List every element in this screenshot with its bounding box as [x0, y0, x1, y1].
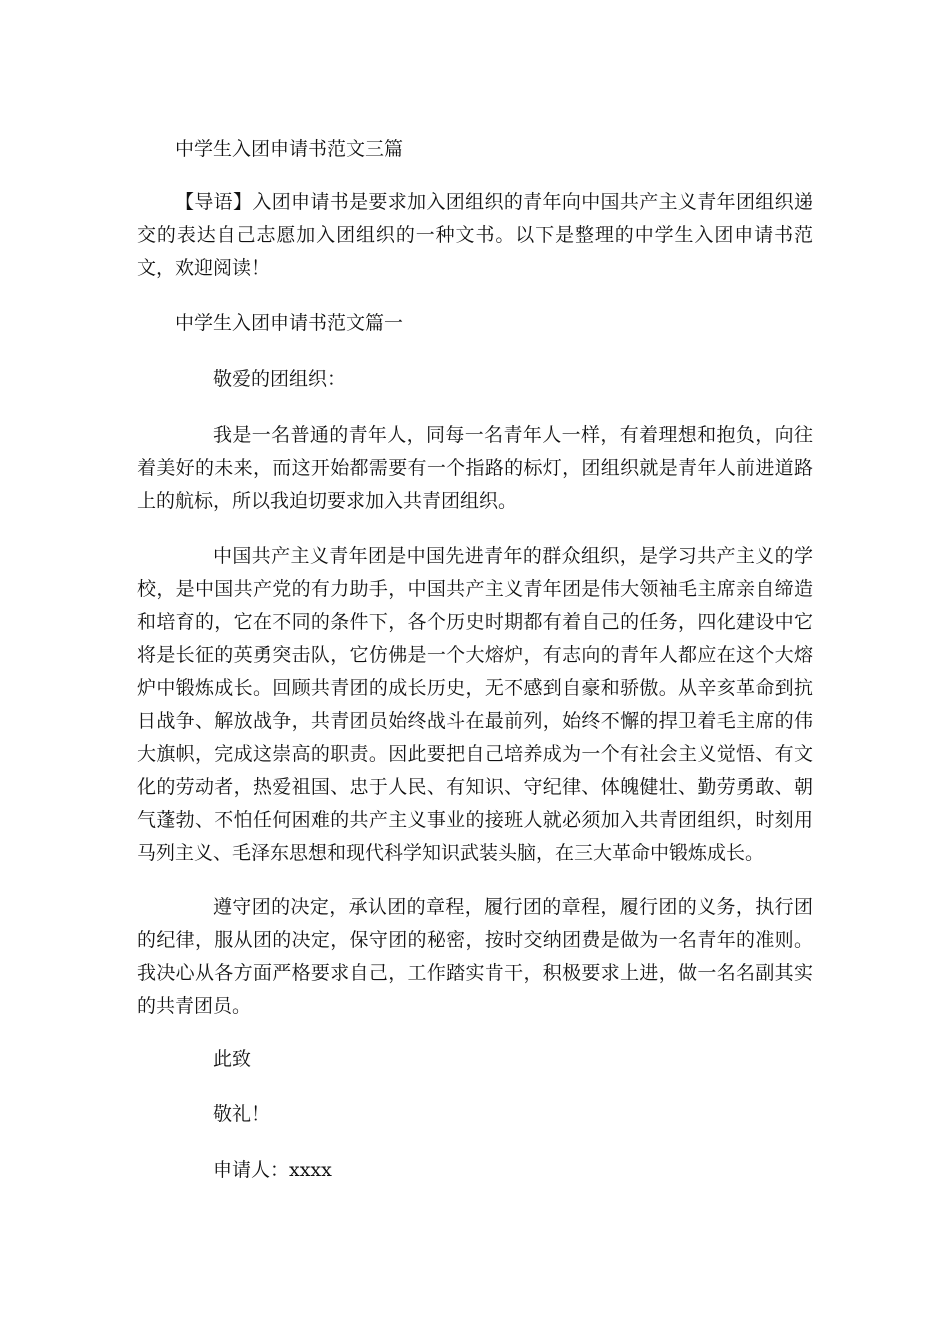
salutation: 敬爱的团组织：	[213, 368, 347, 390]
body-paragraph-3: 遵守团的决定，承认团的章程，履行团的章程，履行团的义务，执行团的纪律，服从团的决定，保守团的秘密，按时交纳团费是做为一名青年的准则。我决心从各方面严格要求自己，工作踏实肯干，积极要求上进，做一名名副其实的共青团员。	[137, 896, 813, 1017]
document-title: 中学生入团申请书范文三篇	[175, 138, 404, 160]
intro-paragraph: 【导语】入团申请书是要求加入团组织的青年向中国共产主义青年团组织递交的表达自己志愿加入团组织的一种文书。以下是整理的中学生入团申请书范文，欢迎阅读！	[137, 191, 813, 279]
body-paragraph-1: 我是一名普通的青年人，同每一名青年人一样，有着理想和抱负，向往着美好的未来，而这开始都需要有一个指路的标灯，团组织就是青年人前进道路上的航标，所以我迫切要求加入共青团组织。	[137, 424, 813, 512]
closing-line-2: 敬礼！	[213, 1103, 271, 1125]
closing-line-1: 此致	[213, 1048, 252, 1070]
body-paragraph-2: 中国共产主义青年团是中国先进青年的群众组织，是学习共产主义的学校，是中国共产党的有力助手，中国共产主义青年团是伟大领袖毛主席亲自缔造和培育的，它在不同的条件下，各个历史时期都有着自己的任务，四化建设中它将是长征的英勇突击队，它仿佛是一个大熔炉，有志向的青年人都应在这个大熔炉中锻炼成长。回顾共青团的成长历史，无不感到自豪和骄傲。从辛亥革命到抗日战争、解放战争，共青团员始终战斗在最前列，始终不懈的捍卫着毛主席的伟大旗帜，完成这崇高的职责。因此要把自己培养成为一个有社会主义觉悟、有文化的劳动者，热爱祖国、忠于人民、有知识、守纪律、体魄健壮、勤劳勇敢、朝气蓬勃、不怕任何困难的共产主义事业的接班人就必须加入共青团组织，时刻用马列主义、毛泽东思想和现代科学知识武装头脑，在三大革命中锻炼成长。	[137, 545, 813, 864]
signature: 申请人：xxxx	[213, 1159, 332, 1181]
section-title: 中学生入团申请书范文篇一	[175, 312, 404, 334]
